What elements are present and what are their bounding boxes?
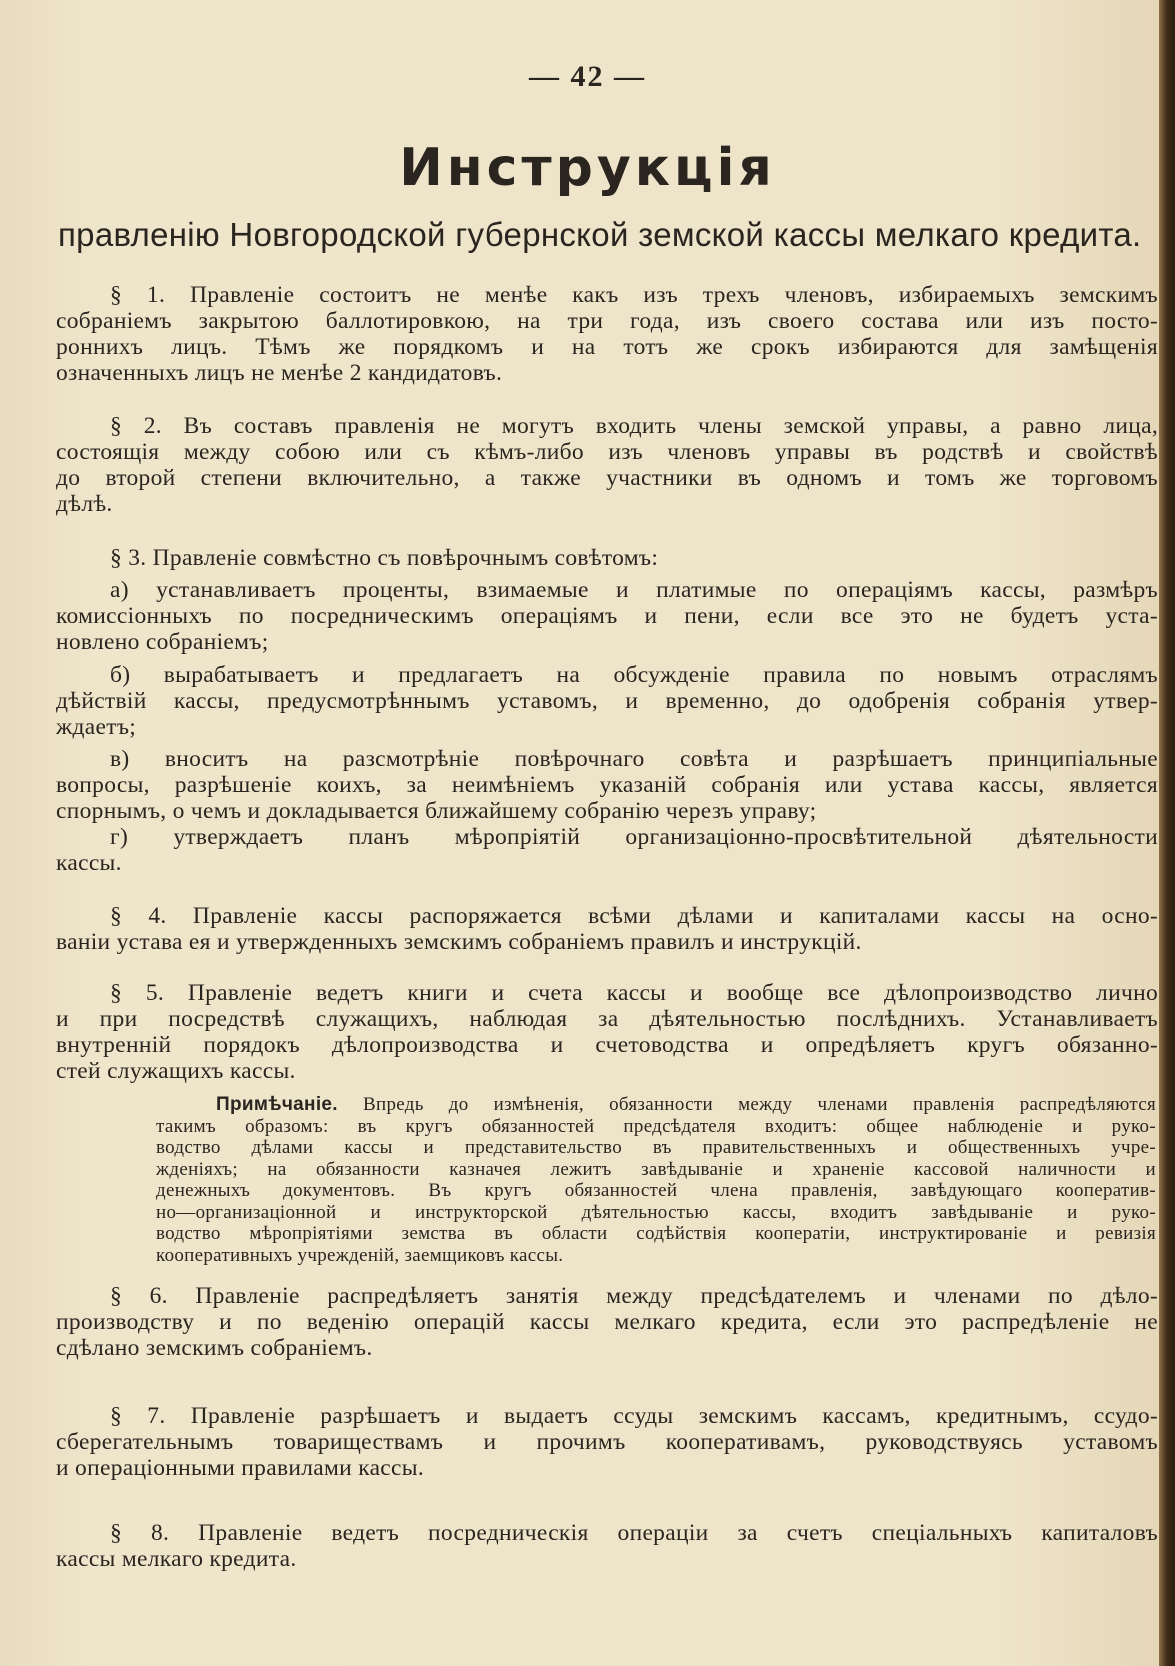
section-6-line: § 6. Правленіе распредѣляетъ занятія между предсѣдателемъ и членами по дѣло- xyxy=(110,1283,1158,1309)
section-3-intro: § 3. Правленіе совмѣстно съ повѣрочнымъ совѣтомъ: xyxy=(110,545,659,571)
note-line: такимъ образомъ: въ кругъ обязанностей предсѣдателя входитъ: общее наблюденіе и руко- xyxy=(156,1115,1156,1137)
section-7-line: § 7. Правленіе разрѣшаетъ и выдаетъ ссуды земскимъ кассамъ, кредитнымъ, ссудо- xyxy=(110,1403,1158,1429)
section-3-line: новлено собраніемъ; xyxy=(56,629,269,655)
section-3-line: комиссіонныхъ по посредническимъ операціямъ и пени, если все это не будетъ уста- xyxy=(56,603,1158,629)
section-3 xyxy=(56,545,1158,571)
section-3-line: а) устанавливаетъ проценты, взимаемые и платимые по операціямъ кассы, размѣръ xyxy=(110,577,1158,603)
note-line: водство мѣропріятіями земства въ области содѣйствія кооператіи, инструктированіе и ревизія xyxy=(156,1223,1156,1244)
section-2-line: до второй степени включительно, а также участники въ одномъ и томъ же торговомъ xyxy=(56,465,1158,491)
section-3-line: кассы. xyxy=(56,850,122,876)
note-block xyxy=(156,1094,1156,1266)
section-5-line: внутренній порядокъ дѣлопроизводства и счетоводства и опредѣляетъ кругъ обязанно- xyxy=(56,1032,1158,1058)
section-1-line: § 1. Правленіе состоитъ не менѣе какъ изъ трехъ членовъ, избираемыхъ земскимъ xyxy=(110,282,1158,308)
section-2 xyxy=(56,413,1158,517)
section-3-line: спорнымъ, о чемъ и докладывается ближайшему собранію черезъ управу; xyxy=(56,798,817,824)
section-5-line: стей служащихъ кассы. xyxy=(56,1058,296,1084)
section-3-line: вопросы, разрѣшеніе коихъ, за неимѣніемъ указаній собранія или устава кассы, является xyxy=(56,772,1158,798)
section-1-line: означенныхъ лицъ не менѣе 2 кандидатовъ. xyxy=(56,360,503,386)
note-line: денежныхъ документовъ. Въ кругъ обязанностей члена правленія, завѣдующаго кооператив- xyxy=(156,1180,1156,1201)
section-5 xyxy=(56,980,1158,1084)
note-line: кооперативныхъ учрежденій, заемщиковъ кассы. xyxy=(156,1244,564,1266)
section-3-line: г) утверждаетъ планъ мѣропріятій организаціонно-просвѣтительной дѣятельности xyxy=(110,824,1158,850)
section-7-line: сберегательнымъ товариществамъ и прочимъ кооперативамъ, руководствуясь уставомъ xyxy=(56,1429,1158,1455)
note-first-line xyxy=(156,1094,1156,1116)
note-line: жденіяхъ; на обязанности казначея лежитъ завѣдываніе и храненіе кассовой наличности и xyxy=(156,1158,1156,1180)
section-4-line: ваніи устава ея и утвержденныхъ земскимъ собраніемъ правилъ и инструкцій. xyxy=(56,929,862,955)
section-2-line: дѣлѣ. xyxy=(56,491,113,517)
section-3-item-a xyxy=(56,577,1158,655)
section-6-line: сдѣлано земскимъ собраніемъ. xyxy=(56,1335,373,1361)
document-title: Инструкція xyxy=(399,138,776,198)
section-8-line: § 8. Правленіе ведетъ посредническія операціи за счетъ спеціальныхъ капиталовъ xyxy=(110,1520,1158,1546)
section-8 xyxy=(56,1520,1158,1572)
section-2-line: § 2. Въ составъ правленія не могутъ входить члены земской управы, а равно лица, xyxy=(110,413,1158,439)
section-7-line: и операціонными правилами кассы. xyxy=(56,1455,425,1481)
page-number: — 42 — xyxy=(529,60,646,93)
section-3-item-b xyxy=(56,662,1158,740)
section-3-line: б) вырабатываетъ и предлагаетъ на обсужденіе правила по новымъ отраслямъ xyxy=(110,662,1158,688)
section-5-line: и при посредствѣ служащихъ, наблюдая за дѣятельностью послѣднихъ. Устанавливаетъ xyxy=(56,1006,1158,1032)
note-heading: Примѣчаніе. xyxy=(216,1094,338,1115)
note-line: водство дѣлами кассы и представительство въ правительственныхъ и общественныхъ учре- xyxy=(156,1137,1156,1158)
section-6 xyxy=(56,1283,1158,1361)
section-3-line: дѣйствій кассы, предусмотрѣннымъ уставомъ, и временно, до одобренія собранія утвер- xyxy=(56,688,1158,714)
section-3-item-c xyxy=(56,746,1158,824)
section-8-line: кассы мелкаго кредита. xyxy=(56,1546,297,1572)
section-4-line: § 4. Правленіе кассы распоряжается всѣми дѣлами и капиталами кассы на осно- xyxy=(110,903,1158,929)
section-2-line: состоящія между собою или съ кѣмъ-либо изъ членовъ управы въ родствѣ и свойствѣ xyxy=(56,439,1158,465)
binding-edge xyxy=(1159,0,1175,1666)
note-line: но—организаціонной и инструкторской дѣятельностью кассы, входитъ завѣдываніе и руко- xyxy=(156,1201,1156,1223)
section-1-line: ронниxъ лицъ. Тѣмъ же порядкомъ и на тотъ же срокъ избираются для замѣщенія xyxy=(56,334,1158,360)
section-3-line: ждаетъ; xyxy=(56,714,137,740)
note-text: Впредь до измѣненія, обязанности между членами правленія распредѣляются xyxy=(363,1094,1156,1115)
section-4 xyxy=(56,903,1158,955)
section-3-line: в) вноситъ на разсмотрѣніе повѣрочнаго совѣта и разрѣшаетъ принципіальные xyxy=(110,746,1158,772)
section-1-line: собраніемъ закрытою баллотировкою, на три года, изъ своего состава или изъ посто- xyxy=(56,308,1158,334)
section-5-line: § 5. Правленіе ведетъ книги и счета кассы и вообще все дѣлопроизводство лично xyxy=(110,980,1158,1006)
section-7 xyxy=(56,1403,1158,1481)
section-3-item-d xyxy=(56,824,1158,876)
document-subtitle: правленію Новгородской губернской земской кассы мелкаго кредита. xyxy=(58,216,1142,253)
section-1 xyxy=(56,282,1158,386)
section-6-line: производству и по веденію операцій кассы мелкаго кредита, если это распредѣленіе не xyxy=(56,1309,1158,1335)
